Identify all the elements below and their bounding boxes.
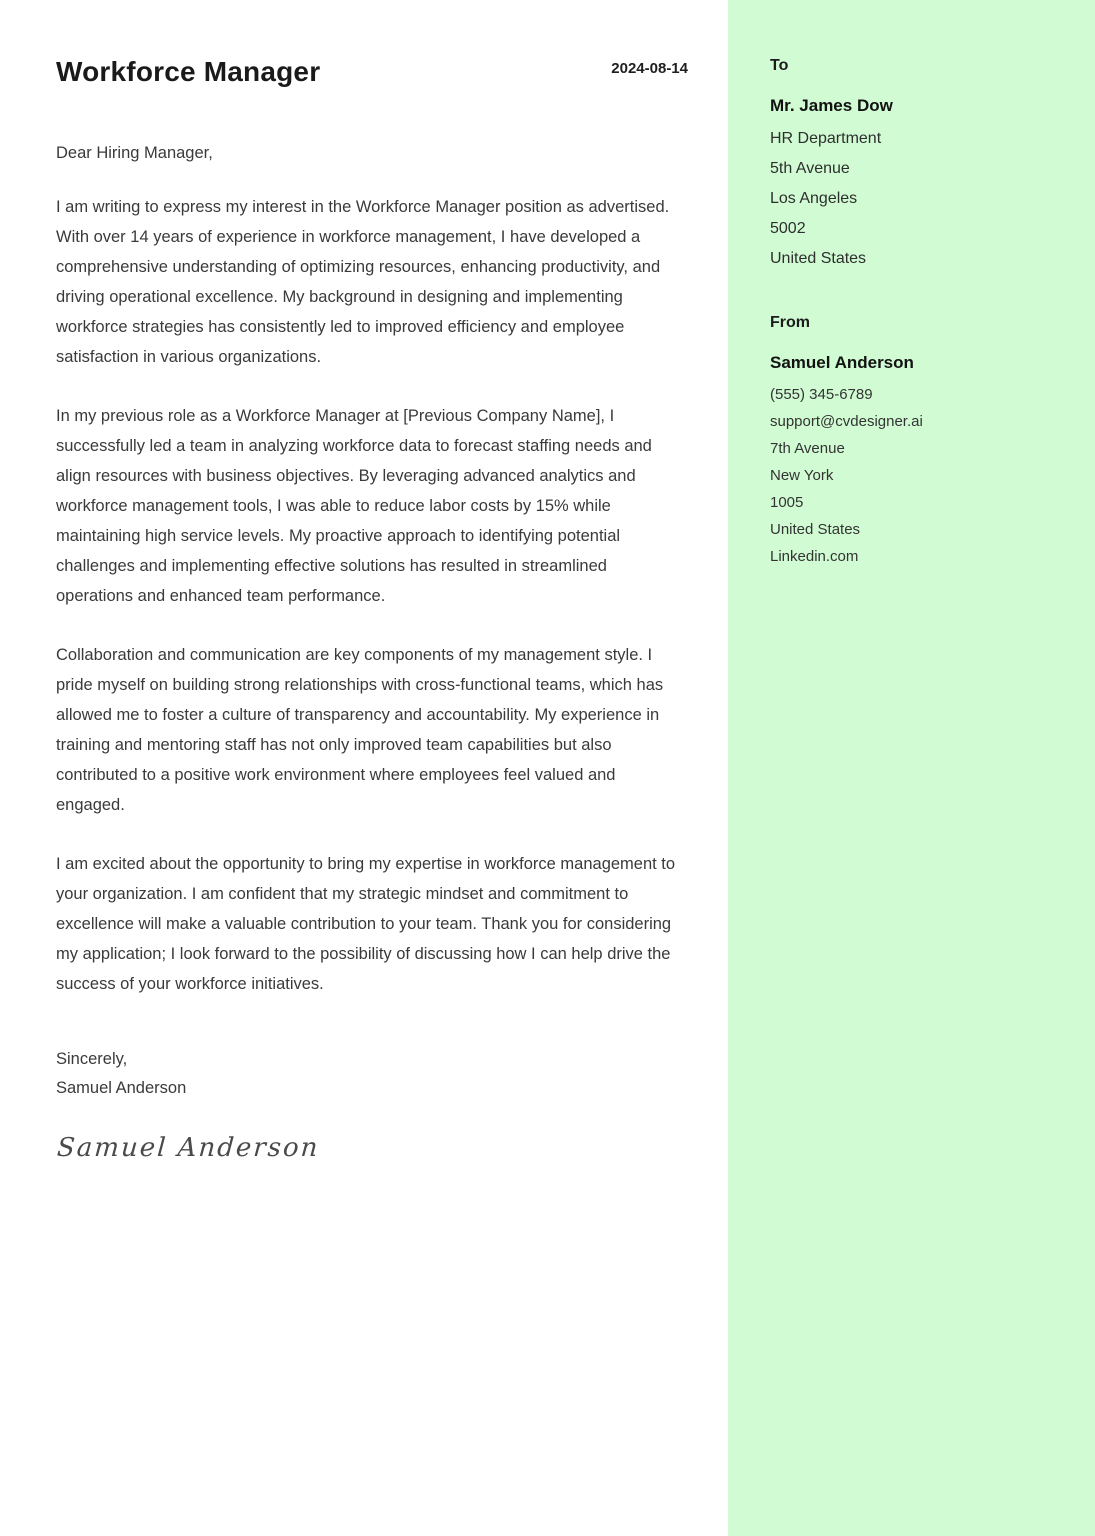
page-title: Workforce Manager bbox=[56, 56, 321, 87]
sender-name: Samuel Anderson bbox=[770, 353, 914, 372]
contact-sidebar bbox=[728, 0, 1095, 1536]
recipient-block bbox=[770, 57, 1065, 274]
sender-zip: 1005 bbox=[770, 494, 804, 511]
letter-paragraph: In my previous role as a Workforce Manager at [Previous Company Name], I successfully led a team in analyzing workforce data to forecast staffing needs and align resources with business objectives. By leveraging advanced analytics and workforce management tools, I was able to reduce labor costs by 15% while maintaining high service levels. My proactive approach to identifying potential challenges and implementing effective solutions has resulted in streamlined operations and enhanced team performance. bbox=[56, 407, 652, 605]
sender-phone: (555) 345-6789 bbox=[770, 386, 873, 403]
sender-contact bbox=[770, 381, 1065, 570]
recipient-city: Los Angeles bbox=[770, 190, 858, 207]
letter-paragraph: I am excited about the opportunity to bring my expertise in workforce management to your organization. I am confident that my strategic mindset and commitment to excellence will make a valuable contribution to your team. Thank you for considering my application; I look forward to the possibility of discussing how I can help drive the success of your workforce initiatives. bbox=[56, 855, 676, 993]
letter-body bbox=[56, 192, 688, 999]
sender-street: 7th Avenue bbox=[770, 440, 845, 457]
sender-block bbox=[770, 314, 1065, 570]
letter-date: 2024-08-14 bbox=[611, 60, 688, 77]
handwritten-signature: Samuel Anderson bbox=[56, 1133, 321, 1163]
closing-word: Sincerely, bbox=[56, 1050, 128, 1068]
letter-header bbox=[56, 56, 688, 88]
closing-block bbox=[56, 1045, 688, 1103]
sender-email: support@cvdesigner.ai bbox=[770, 413, 923, 430]
recipient-zip: 5002 bbox=[770, 220, 806, 237]
from-label: From bbox=[770, 314, 810, 331]
recipient-country: United States bbox=[770, 250, 867, 267]
to-label: To bbox=[770, 57, 789, 74]
recipient-name: Mr. James Dow bbox=[770, 96, 893, 115]
recipient-address bbox=[770, 124, 1065, 274]
sender-city: New York bbox=[770, 467, 834, 484]
recipient-street: 5th Avenue bbox=[770, 160, 850, 177]
letter-paragraph: I am writing to express my interest in the Workforce Manager position as advertised. With over 14 years of experience in workforce management, I have developed a comprehensive understanding of optimizing resources, enhancing productivity, and driving operational excellence. My background in designing and implementing workforce strategies has consistently led to improved efficiency and employee satisfaction in various organizations. bbox=[56, 198, 670, 366]
recipient-department: HR Department bbox=[770, 130, 882, 147]
sender-country: United States bbox=[770, 521, 861, 538]
salutation: Dear Hiring Manager, bbox=[56, 144, 213, 162]
signer-name: Samuel Anderson bbox=[56, 1079, 187, 1097]
letter-paragraph: Collaboration and communication are key components of my management style. I pride myself on building strong relationships with cross-functional teams, which has allowed me to foster a culture of transparency and accountability. My experience in training and mentoring staff has not only improved team capabilities but also contributed to a positive work environment where employees feel valued and engaged. bbox=[56, 646, 664, 814]
sender-linkedin: Linkedin.com bbox=[770, 548, 859, 565]
